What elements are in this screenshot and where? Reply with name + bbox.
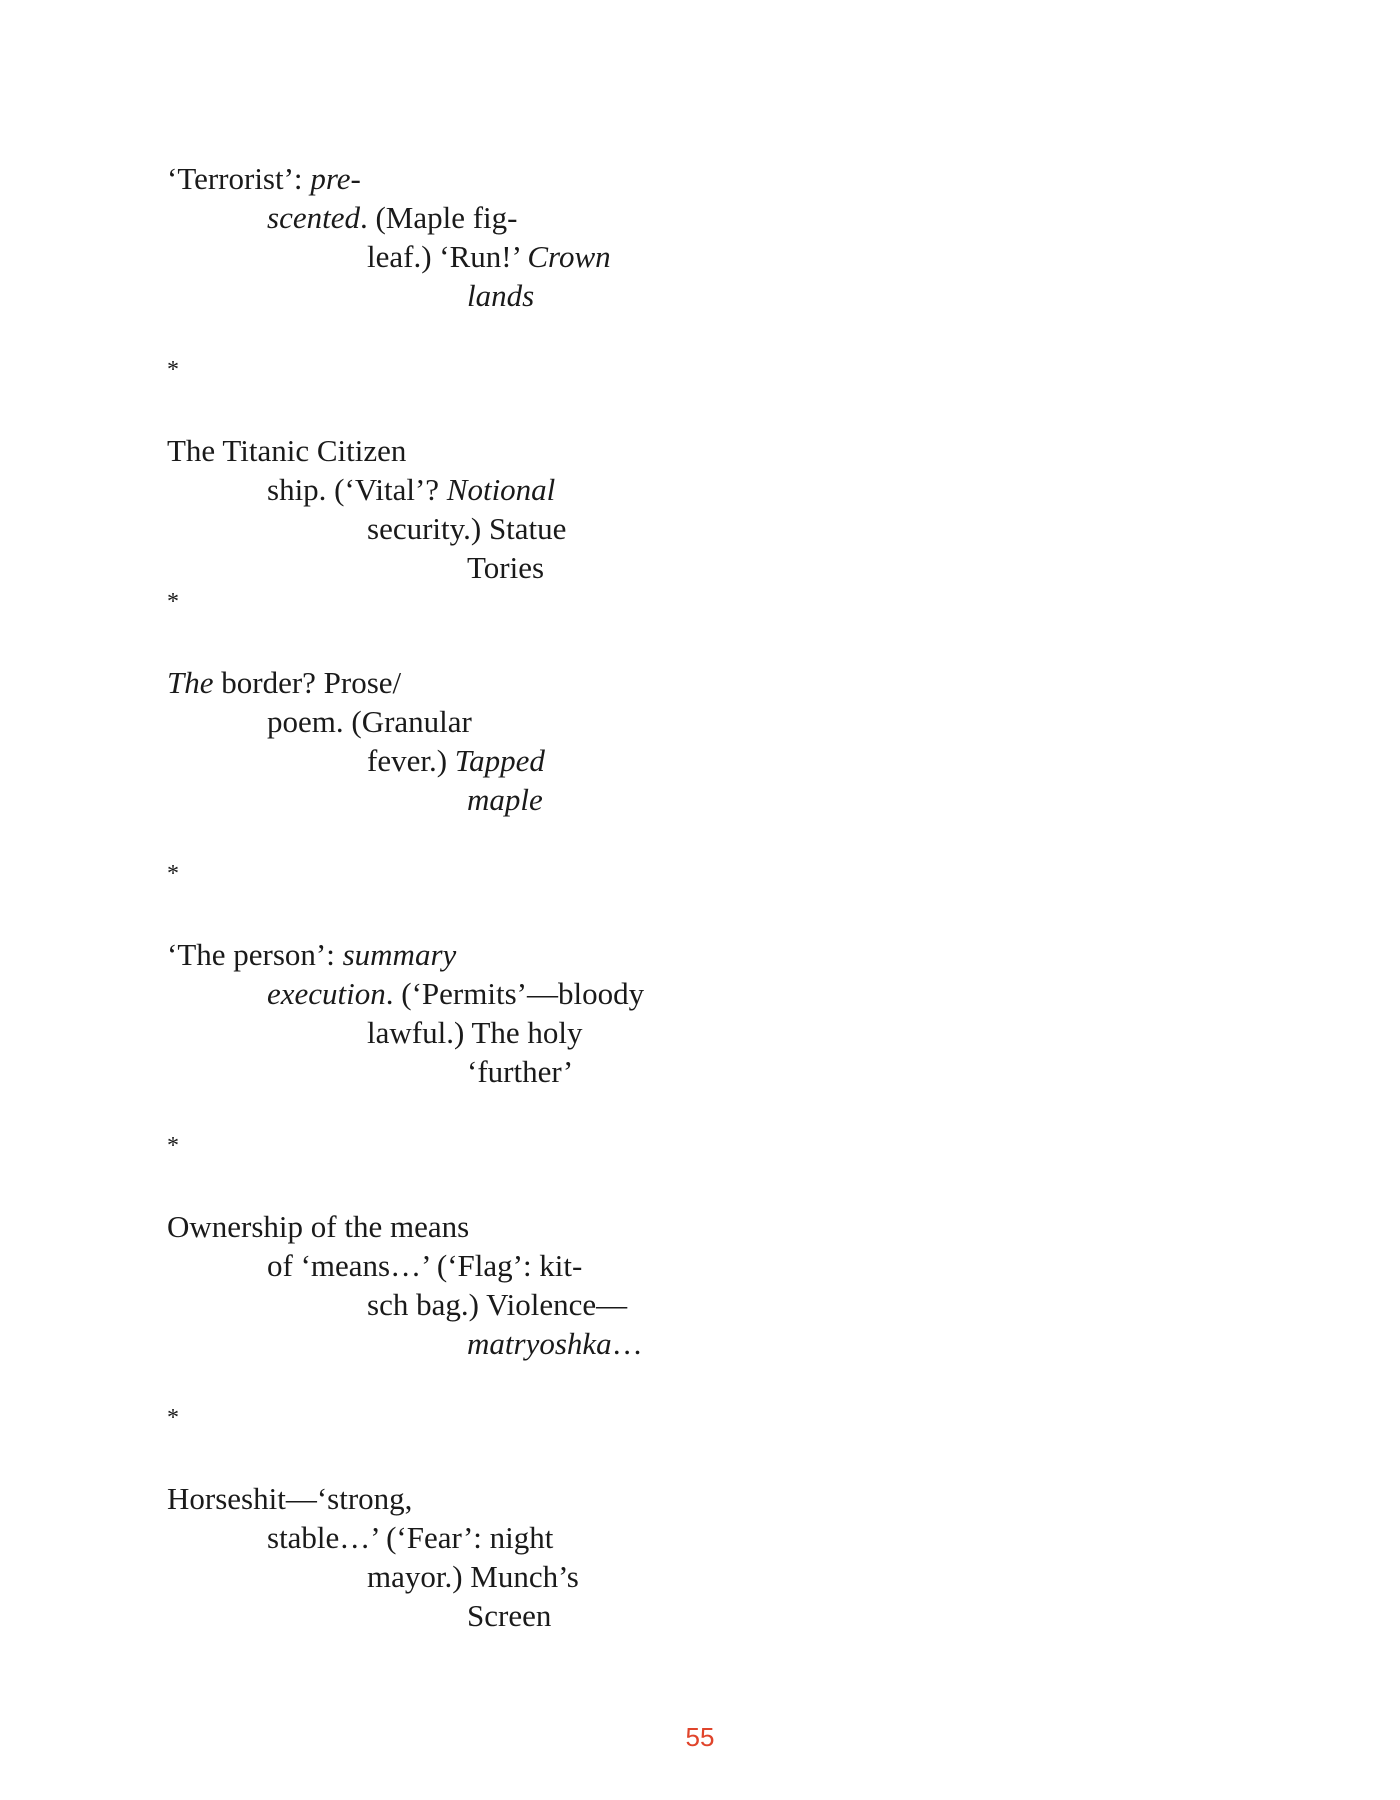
stanza-line: Tories [467, 550, 545, 585]
stanza-line: ‘Terrorist’: pre- [167, 161, 361, 196]
section-separator: * [167, 1133, 179, 1159]
stanza-line: scented. (Maple fig- [267, 200, 518, 235]
stanza-line: poem. (Granular [267, 704, 472, 739]
stanza-line: ‘further’ [467, 1054, 574, 1089]
stanza-line: ‘The person’: summary [167, 937, 457, 972]
stanza-line: Screen [467, 1598, 552, 1633]
stanza-line: execution. (‘Permits’—bloody [267, 976, 645, 1011]
section-separator: * [167, 861, 179, 887]
stanza-line: maple [467, 782, 543, 817]
stanza-line: of ‘means…’ (‘Flag’: kit- [267, 1248, 583, 1283]
section-separator: * [167, 1405, 179, 1431]
page-number: 55 [685, 1722, 715, 1752]
stanza-line: mayor.) Munch’s [367, 1559, 579, 1594]
stanza-line: leaf.) ‘Run!’ Crown [367, 239, 611, 274]
stanza-line: Ownership of the means [167, 1209, 470, 1244]
stanza-line: fever.) Tapped [367, 743, 545, 778]
section-separator: * [167, 589, 179, 615]
stanza-line: Horseshit—‘strong, [167, 1481, 413, 1516]
stanza-line: lands [467, 278, 535, 313]
stanza-line: lawful.) The holy [367, 1015, 583, 1050]
stanza-line: sch bag.) Violence— [367, 1287, 628, 1322]
stanza-line: The Titanic Citizen [167, 433, 407, 468]
stanza-line: matryoshka… [467, 1326, 643, 1361]
stanza-line: The border? Prose/ [167, 665, 402, 700]
stanza-line: security.) Statue [367, 511, 567, 546]
stanza-line: ship. (‘Vital’? Notional [267, 472, 556, 507]
section-separator: * [167, 357, 179, 383]
stanza-line: stable…’ (‘Fear’: night [267, 1520, 554, 1555]
